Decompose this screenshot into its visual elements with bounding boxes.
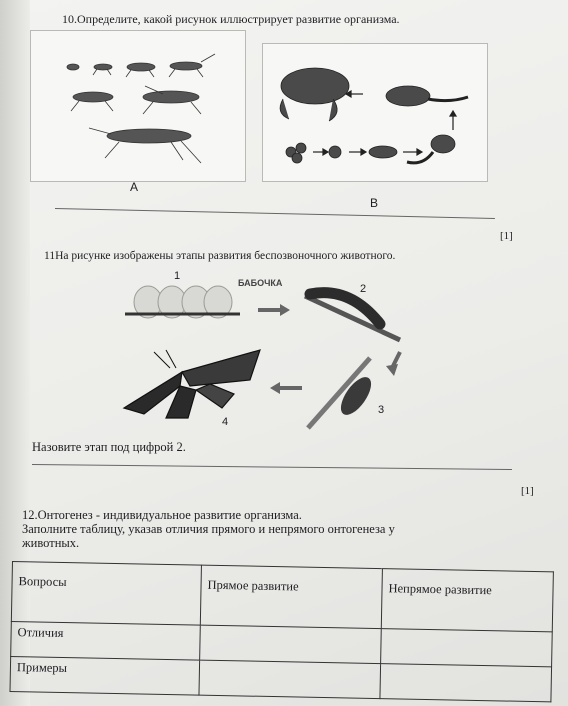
table-answer-cell[interactable] bbox=[380, 664, 552, 702]
stage-2-label: 2 bbox=[360, 283, 367, 295]
figure-title: БАБОЧКА bbox=[238, 278, 283, 288]
figure-b-label: В bbox=[370, 196, 379, 210]
question-12-line-2: Заполните таблицу, указав отличия прямого и непрямого онтогенеза у bbox=[22, 522, 395, 536]
table-header-cell: Прямое развитие bbox=[200, 565, 382, 628]
question-11-text: 11На рисунке изображены этапы развития беспозвоночного животного. bbox=[44, 250, 396, 262]
question-10-text: 10.Определите, какой рисунок иллюстрирует развитие организма. bbox=[62, 12, 400, 26]
answer-line[interactable] bbox=[32, 464, 512, 470]
stage-1-label: 1 bbox=[174, 270, 181, 282]
stage-3-label: 3 bbox=[378, 404, 385, 416]
table-row-label: Примеры bbox=[10, 656, 200, 695]
table-row-label: Отличия bbox=[11, 621, 201, 660]
ontogenesis-table bbox=[9, 561, 553, 702]
butterfly-life-cycle-figure bbox=[110, 268, 440, 438]
question-12-line-3: животных. bbox=[22, 536, 80, 550]
question-10-mark: [1] bbox=[500, 230, 513, 242]
frog-stages-illustration bbox=[263, 44, 487, 181]
question-11-mark: [1] bbox=[521, 485, 534, 497]
grasshopper-stages-illustration bbox=[31, 31, 245, 181]
question-11-prompt: Назовите этап под цифрой 2. bbox=[32, 440, 186, 454]
figure-a-label: А bbox=[130, 180, 139, 194]
stage-4-label: 4 bbox=[222, 416, 229, 428]
table-answer-cell[interactable] bbox=[381, 629, 553, 667]
table-answer-cell[interactable] bbox=[200, 625, 382, 663]
table-answer-cell[interactable] bbox=[199, 660, 381, 698]
figure-a-grasshopper-development bbox=[30, 30, 246, 182]
butterfly-life-cycle-illustration bbox=[110, 268, 440, 438]
answer-line bbox=[55, 208, 495, 219]
table-header-cell: Непрямое развитие bbox=[381, 569, 553, 632]
table-header-row bbox=[11, 562, 553, 632]
table-header-cell: Вопросы bbox=[11, 562, 201, 626]
figure-b-frog-development bbox=[262, 43, 488, 182]
question-12-line-1: 12.Онтогенез - индивидуальное развитие организма. bbox=[22, 508, 302, 522]
